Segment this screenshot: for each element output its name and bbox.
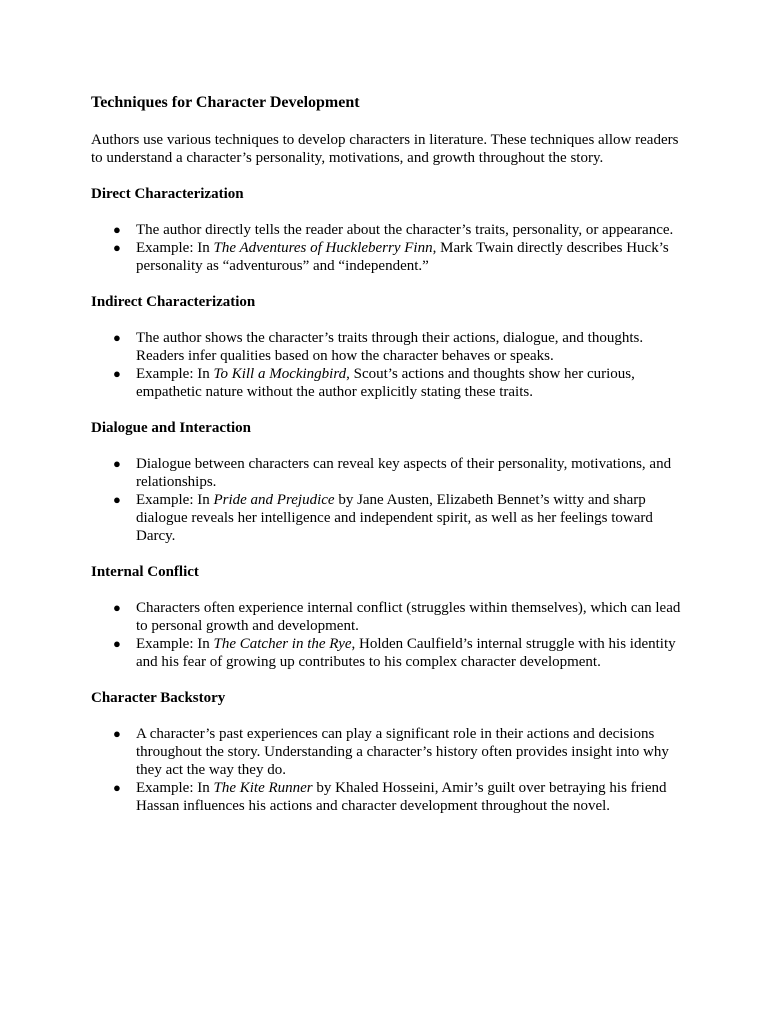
bullet-list: [91, 599, 691, 671]
bullet-list: [91, 329, 691, 401]
work-title: The Kite Runner: [213, 780, 313, 796]
list-item: [91, 779, 691, 815]
list-item-text: The author directly tells the reader about the character’s traits, personality, or appearance.: [136, 222, 674, 238]
document-body: [91, 93, 691, 833]
section-heading: Indirect Characterization: [91, 294, 256, 310]
list-item-text: , Scout’s actions and thoughts show her curious, empathetic nature without the author explicitly stating these traits.: [136, 366, 635, 400]
list-item: [91, 599, 691, 635]
work-title: To Kill a Mockingbird: [213, 366, 347, 382]
work-title: Pride and Prejudice: [213, 492, 335, 508]
list-item-text: A character’s past experiences can play a significant role in their actions and decisions throughout the story. Understanding a character’s history often provides insight into why they act the way they do.: [136, 726, 669, 778]
list-item: [91, 365, 691, 401]
list-item: [91, 455, 691, 491]
bullet-icon: ●: [113, 240, 121, 255]
section-direct-characterization: [91, 185, 691, 275]
list-item-text: Example: In: [136, 780, 214, 796]
list-item-text: Dialogue between characters can reveal key aspects of their personality, motivations, and relationships.: [136, 456, 672, 490]
bullet-icon: ●: [113, 456, 121, 471]
bullet-icon: ●: [113, 600, 121, 615]
list-item-text: Example: In: [136, 636, 214, 652]
bullet-list: [91, 221, 691, 275]
list-item: [91, 239, 691, 275]
list-item-text: The author shows the character’s traits through their actions, dialogue, and thoughts. Readers infer qualities based on how the character behaves or speaks.: [136, 330, 644, 364]
list-item: [91, 491, 691, 545]
list-item-text: Example: In: [136, 366, 214, 382]
list-item-text: Example: In: [136, 240, 214, 256]
bullet-icon: ●: [113, 726, 121, 741]
bullet-icon: ●: [113, 636, 121, 651]
section-dialogue-and-interaction: [91, 419, 691, 545]
list-item-text: Characters often experience internal conflict (struggles within themselves), which can lead to personal growth and development.: [136, 600, 681, 634]
section-internal-conflict: [91, 563, 691, 671]
work-title: The Adventures of Huckleberry Finn: [213, 240, 433, 256]
page-title: Techniques for Character Development: [91, 94, 360, 111]
list-item-text: , Holden Caulfield’s internal struggle with his identity and his fear of growing up contributes to his complex character development.: [136, 636, 676, 670]
bullet-icon: ●: [113, 492, 121, 507]
bullet-list: [91, 725, 691, 815]
intro-paragraph: Authors use various techniques to develop characters in literature. These techniques allow readers to understand a character’s personality, motivations, and growth throughout the story.: [91, 132, 679, 166]
list-item-text: by Jane Austen, Elizabeth Bennet’s witty and sharp dialogue reveals her intelligence and independent spirit, as well as her feelings toward Darcy.: [136, 492, 653, 544]
bullet-icon: ●: [113, 780, 121, 795]
section-heading: Direct Characterization: [91, 186, 244, 202]
list-item: [91, 329, 691, 365]
section-heading: Internal Conflict: [91, 564, 199, 580]
section-heading: Character Backstory: [91, 690, 226, 706]
bullet-icon: ●: [113, 222, 121, 237]
section-heading: Dialogue and Interaction: [91, 420, 252, 436]
list-item: [91, 221, 691, 239]
list-item-text: Example: In: [136, 492, 214, 508]
list-item: [91, 725, 691, 779]
bullet-icon: ●: [113, 366, 121, 381]
section-character-backstory: [91, 689, 691, 815]
bullet-icon: ●: [113, 330, 121, 345]
list-item-text: , Mark Twain directly describes Huck’s personality as “adventurous” and “independent.”: [136, 240, 669, 274]
work-title: The Catcher in the Rye: [213, 636, 352, 652]
list-item-text: by Khaled Hosseini, Amir’s guilt over betraying his friend Hassan influences his actions and character development throughout the novel.: [136, 780, 667, 814]
list-item: [91, 635, 691, 671]
section-indirect-characterization: [91, 293, 691, 401]
bullet-list: [91, 455, 691, 545]
